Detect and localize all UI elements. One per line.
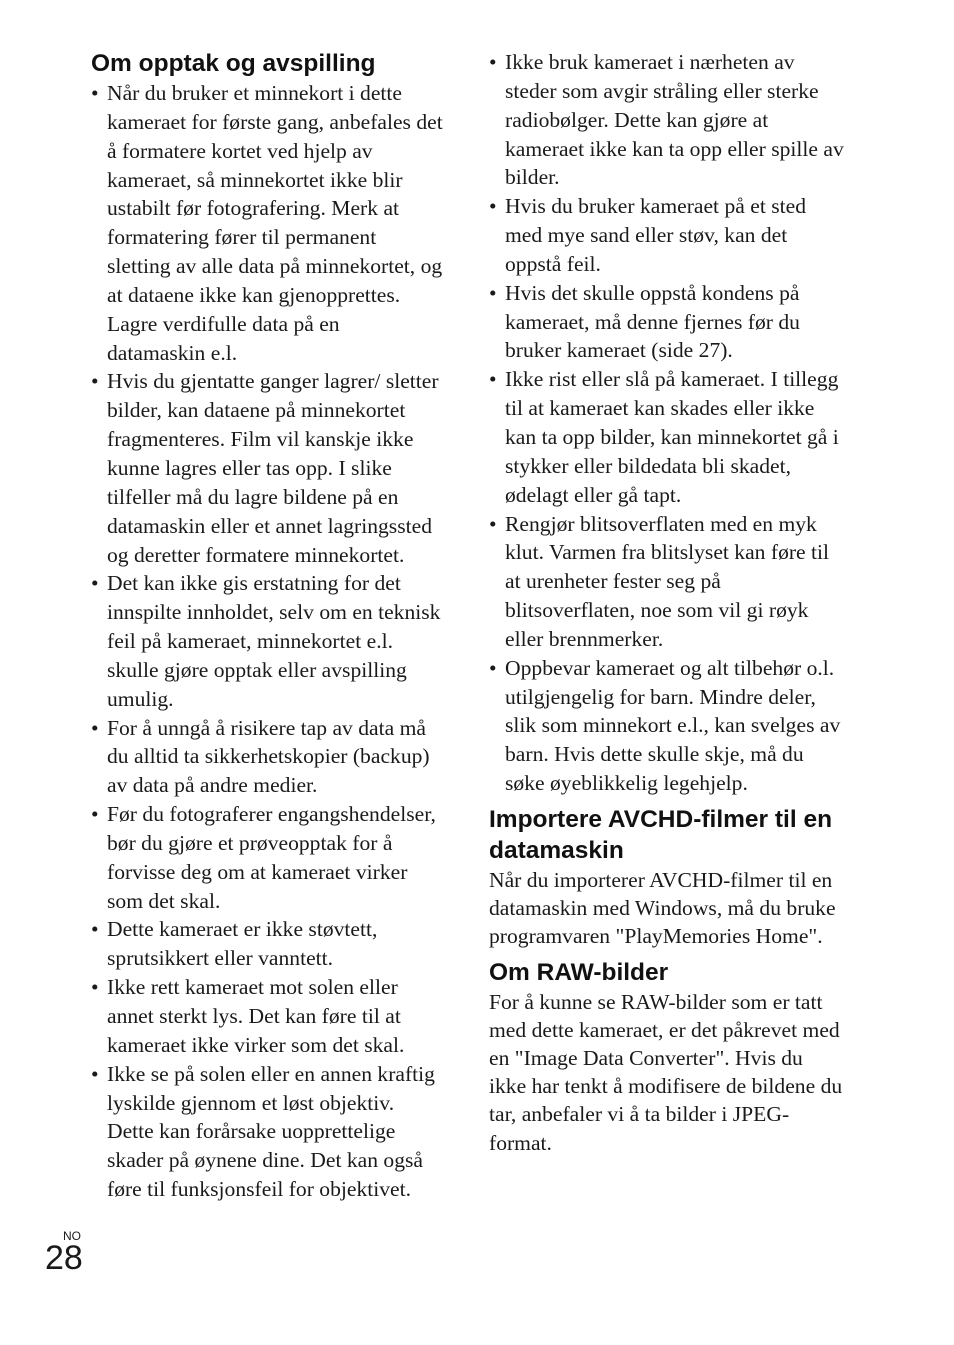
list-item: • Før du fotograferer engangshendelser, bør du gjøre et prøveopptak for å forvisse deg om at kameraet virker som det skal. xyxy=(91,800,443,915)
section-heading-recording-playback: Om opptak og avspilling xyxy=(91,50,376,77)
list-item: • Hvis du gjentatte ganger lagrer/ sletter bilder, kan dataene på minnekortet fragmenteres. Film vil kanskje ikke kunne lagres eller tas opp. I slike tilfeller må du lagre bildene på en datamaskin eller et annet lagringssted og deretter formatere minnekortet. xyxy=(91,367,443,569)
list-item: • Ikke bruk kameraet i nærheten av steder som avgir stråling eller sterke radiobølger. Dette kan gjøre at kameraet ikke kan ta opp eller spille av bilder. xyxy=(489,48,844,192)
section-heading-avchd: Importere AVCHD-filmer til en datamaskin xyxy=(489,805,833,864)
list-item: • Hvis det skulle oppstå kondens på kameraet, må denne fjernes før du bruker kameraet (side 27). xyxy=(489,279,844,366)
list-item: • Det kan ikke gis erstatning for det innspilte innholdet, selv om en teknisk feil på kameraet, minnekortet e.l. skulle gjøre opptak eller avspilling umulig. xyxy=(91,569,443,713)
page-number-block xyxy=(45,1230,85,1276)
right-column xyxy=(489,48,844,1157)
list-item: • Dette kameraet er ikke støvtett, sprutsikkert eller vanntett. xyxy=(91,915,443,973)
left-column xyxy=(91,48,443,1204)
list-item: • Rengjør blitsoverflaten med en myk klut. Varmen fra blitslyset kan føre til at urenheter fester seg på blitsoverflaten, noe som vil gi røyk eller brennmerker. xyxy=(489,510,844,654)
section-heading-raw: Om RAW-bilder xyxy=(489,958,669,986)
list-item: • Hvis du bruker kameraet på et sted med mye sand eller støv, kan det oppstå feil. xyxy=(489,192,844,279)
list-item: • Når du bruker et minnekort i dette kameraet for første gang, anbefales det å formatere kortet ved hjelp av kameraet, så minnekortet ikke blir ustabilt før fotografering. Merk at formatering fører til permanent sletting av alle data på minnekortet, og at dataene ikke kan gjenopprettes. Lagre verdifulle data på en datamaskin e.l. xyxy=(91,79,443,367)
list-item: • Oppbevar kameraet og alt tilbehør o.l. utilgjengelig for barn. Mindre deler, slik som minnekort e.l., kan svelges av barn. Hvis dette skulle skje, må du søke øyeblikkelig legehjelp. xyxy=(489,654,844,798)
recording-bullet-list xyxy=(91,79,443,1204)
language-code: NO xyxy=(63,1229,81,1243)
list-item: • Ikke se på solen eller en annen kraftig lyskilde gjennom et løst objektiv. Dette kan forårsake uopprettelige skader på øynene dine. Det kan også føre til funksjonsfeil for objektivet. xyxy=(91,1060,443,1204)
raw-paragraph: For å kunne se RAW-bilder som er tatt med dette kameraet, er det påkrevet med en "Image Data Converter". Hvis du ikke har tenkt å modifisere de bildene du tar, anbefaler vi å ta bilder i JPEG-format. xyxy=(489,989,843,1155)
avchd-paragraph: Når du importerer AVCHD-filmer til en datamaskin med Windows, må du bruke programvaren "PlayMemories Home". xyxy=(489,867,836,949)
list-item: • For å unngå å risikere tap av data må du alltid ta sikkerhetskopier (backup) av data på andre medier. xyxy=(91,714,443,801)
safety-bullet-list xyxy=(489,48,844,798)
page-number: 28 xyxy=(45,1239,83,1277)
list-item: • Ikke rett kameraet mot solen eller annet sterkt lys. Det kan føre til at kameraet ikke virker som det skal. xyxy=(91,973,443,1060)
list-item: • Ikke rist eller slå på kameraet. I tillegg til at kameraet kan skades eller ikke kan ta opp bilder, kan minnekortet gå i stykker eller bildedata bli skadet, ødelagt eller gå tapt. xyxy=(489,365,844,509)
